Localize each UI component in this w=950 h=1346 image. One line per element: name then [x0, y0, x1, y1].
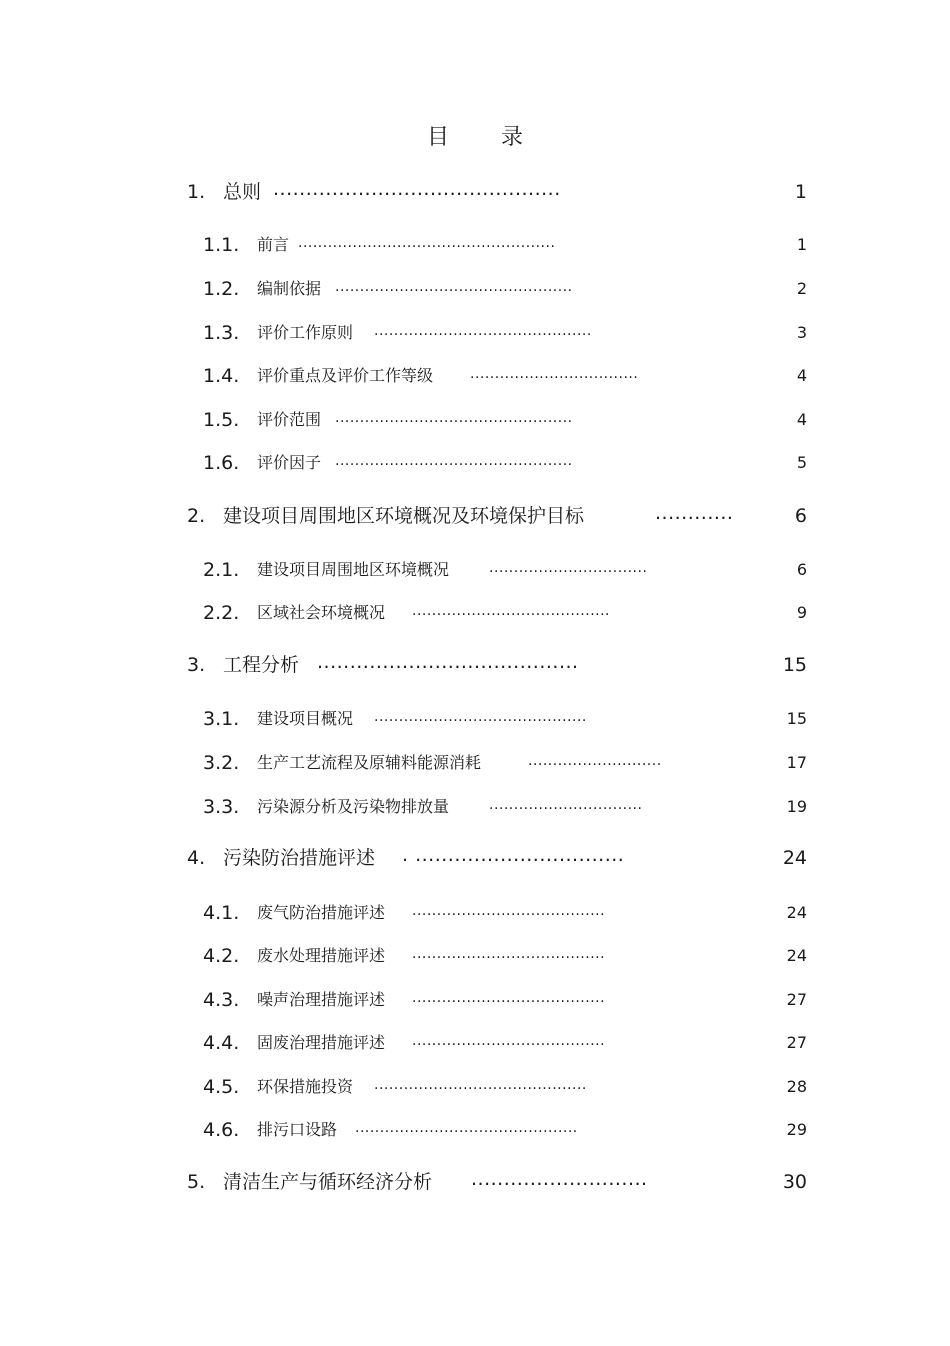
toc-title: 清洁生产与循环经济分析 — [223, 1171, 433, 1193]
toc-entry-section[interactable] — [203, 598, 807, 628]
toc-title: 废气防治措施评述 — [257, 903, 386, 922]
toc-title: 生产工艺流程及原辅料能源消耗 — [257, 753, 482, 772]
title-char-1: 目 — [426, 125, 449, 150]
toc-leader: ....................................... — [412, 903, 606, 919]
toc-entry-section[interactable] — [203, 448, 807, 478]
toc-page-number: 15 — [782, 654, 807, 676]
toc-entry-section[interactable] — [203, 555, 807, 585]
toc-entry-chapter[interactable] — [187, 843, 807, 873]
toc-leader: ............................... — [489, 797, 643, 813]
toc-leader: ................................ — [489, 560, 648, 576]
toc-number: 3.3. — [203, 796, 240, 818]
toc-entry-section[interactable] — [203, 230, 807, 260]
toc-leader: ........................................ — [412, 603, 611, 619]
toc-title: 建设项目周围地区环境概况及环境保护目标 — [223, 505, 585, 527]
toc-title: 固废治理措施评述 — [257, 1033, 386, 1052]
toc-title: 评价因子 — [257, 453, 322, 472]
toc-page-number: 15 — [786, 709, 807, 728]
title-char-2: 录 — [501, 125, 524, 150]
toc-title: 环保措施投资 — [257, 1077, 354, 1096]
toc-title: 污染源分析及污染物排放量 — [257, 797, 450, 816]
toc-number: 4.1. — [203, 902, 240, 924]
toc-number: 1.5. — [203, 409, 240, 431]
toc-title: 总则 — [223, 181, 262, 203]
toc-number: 4.3. — [203, 989, 240, 1011]
toc-entry-section[interactable] — [203, 898, 807, 928]
toc-number: 2.1. — [203, 559, 240, 581]
toc-number: 1.1. — [203, 234, 240, 256]
toc-title: 前言 — [257, 235, 290, 254]
toc-page-number: 29 — [786, 1120, 807, 1139]
toc-number: 3.1. — [203, 708, 240, 730]
toc-title: 噪声治理措施评述 — [257, 990, 386, 1009]
toc-page-number: 24 — [782, 847, 807, 869]
toc-entry-section[interactable] — [203, 1115, 807, 1145]
toc-page-number: 24 — [786, 946, 807, 965]
toc-page-number: 9 — [796, 603, 807, 622]
toc-leader: . ................................ — [402, 844, 625, 866]
toc-entry-section[interactable] — [203, 748, 807, 778]
toc-leader: ................................................ — [335, 453, 573, 469]
toc-title: 建设项目周围地区环境概况 — [257, 560, 450, 579]
toc-number: 3.2. — [203, 752, 240, 774]
toc-entry-section[interactable] — [203, 792, 807, 822]
toc-page-number: 28 — [786, 1077, 807, 1096]
toc-number: 4.6. — [203, 1119, 240, 1141]
toc-entry-section[interactable] — [203, 274, 807, 304]
toc-number: 1.4. — [203, 365, 240, 387]
toc-entry-chapter[interactable] — [187, 1167, 807, 1197]
toc-page-number: 27 — [786, 990, 807, 1009]
toc-leader: ........................... — [528, 753, 662, 769]
toc-leader: ............................................. — [355, 1120, 578, 1136]
toc-entry-section[interactable] — [203, 941, 807, 971]
toc-title: 编制依据 — [257, 279, 322, 298]
toc-leader: ........................... — [471, 1168, 648, 1190]
toc-entry-section[interactable] — [203, 318, 807, 348]
toc-leader: ....................................... — [412, 990, 606, 1006]
toc-leader: ................................................ — [335, 410, 573, 426]
toc-page-number: 6 — [796, 560, 807, 579]
toc-title: 评价工作原则 — [257, 323, 354, 342]
toc-entry-section[interactable] — [203, 1028, 807, 1058]
toc-number: 1. — [187, 181, 206, 203]
toc-number: 2. — [187, 505, 206, 527]
toc-title: 建设项目概况 — [257, 709, 354, 728]
toc-number: 1.6. — [203, 452, 240, 474]
toc-leader: ............ — [655, 502, 734, 524]
toc-page-number: 4 — [796, 366, 807, 385]
toc-leader: ....................................... — [412, 946, 606, 962]
toc-number: 1.2. — [203, 278, 240, 300]
toc-page-number: 4 — [796, 410, 807, 429]
toc-entry-chapter[interactable] — [187, 650, 807, 680]
toc-title: 区域社会环境概况 — [257, 603, 386, 622]
toc-leader: ............................................ — [273, 178, 561, 200]
toc-number: 2.2. — [203, 602, 240, 624]
toc-page-number: 24 — [786, 903, 807, 922]
toc-title: 评价范围 — [257, 410, 322, 429]
toc-page-number: 1 — [794, 181, 807, 203]
toc-entry-section[interactable] — [203, 405, 807, 435]
toc-entry-chapter[interactable] — [187, 177, 807, 207]
toc-leader: ................................................ — [335, 279, 573, 295]
toc-leader: .................................. — [470, 366, 639, 382]
toc-number: 4.5. — [203, 1076, 240, 1098]
toc-title: 评价重点及评价工作等级 — [257, 366, 434, 385]
toc-entry-chapter[interactable] — [187, 501, 807, 531]
toc-page-number: 5 — [796, 453, 807, 472]
toc-number: 1.3. — [203, 322, 240, 344]
toc-number: 4. — [187, 847, 206, 869]
toc-leader: ............................................ — [374, 323, 592, 339]
toc-page-number: 27 — [786, 1033, 807, 1052]
toc-page-number: 3 — [796, 323, 807, 342]
toc-number: 4.4. — [203, 1032, 240, 1054]
toc-page-number: 19 — [786, 797, 807, 816]
toc-title: 工程分析 — [223, 654, 300, 676]
toc-page-number: 17 — [786, 753, 807, 772]
page-title — [0, 120, 950, 151]
toc-entry-section[interactable] — [203, 985, 807, 1015]
toc-title: 废水处理措施评述 — [257, 946, 386, 965]
toc-entry-section[interactable] — [203, 361, 807, 391]
toc-leader: ....................................... — [412, 1033, 606, 1049]
toc-title: 污染防治措施评述 — [223, 847, 376, 869]
toc-leader: .................................................... — [298, 235, 556, 251]
toc-page-number: 6 — [794, 505, 807, 527]
toc-leader: ........................................... — [374, 1077, 587, 1093]
toc-number: 4.2. — [203, 945, 240, 967]
toc-number: 5. — [187, 1171, 206, 1193]
toc-page-number: 30 — [782, 1171, 807, 1193]
toc-leader: ........................................... — [374, 709, 587, 725]
toc-number: 3. — [187, 654, 206, 676]
toc-title: 排污口设路 — [257, 1120, 338, 1139]
toc-page-number: 1 — [796, 235, 807, 254]
toc-entry-section[interactable] — [203, 704, 807, 734]
toc-entry-section[interactable] — [203, 1072, 807, 1102]
toc-page-number: 2 — [796, 279, 807, 298]
toc-leader: ........................................ — [317, 651, 579, 673]
